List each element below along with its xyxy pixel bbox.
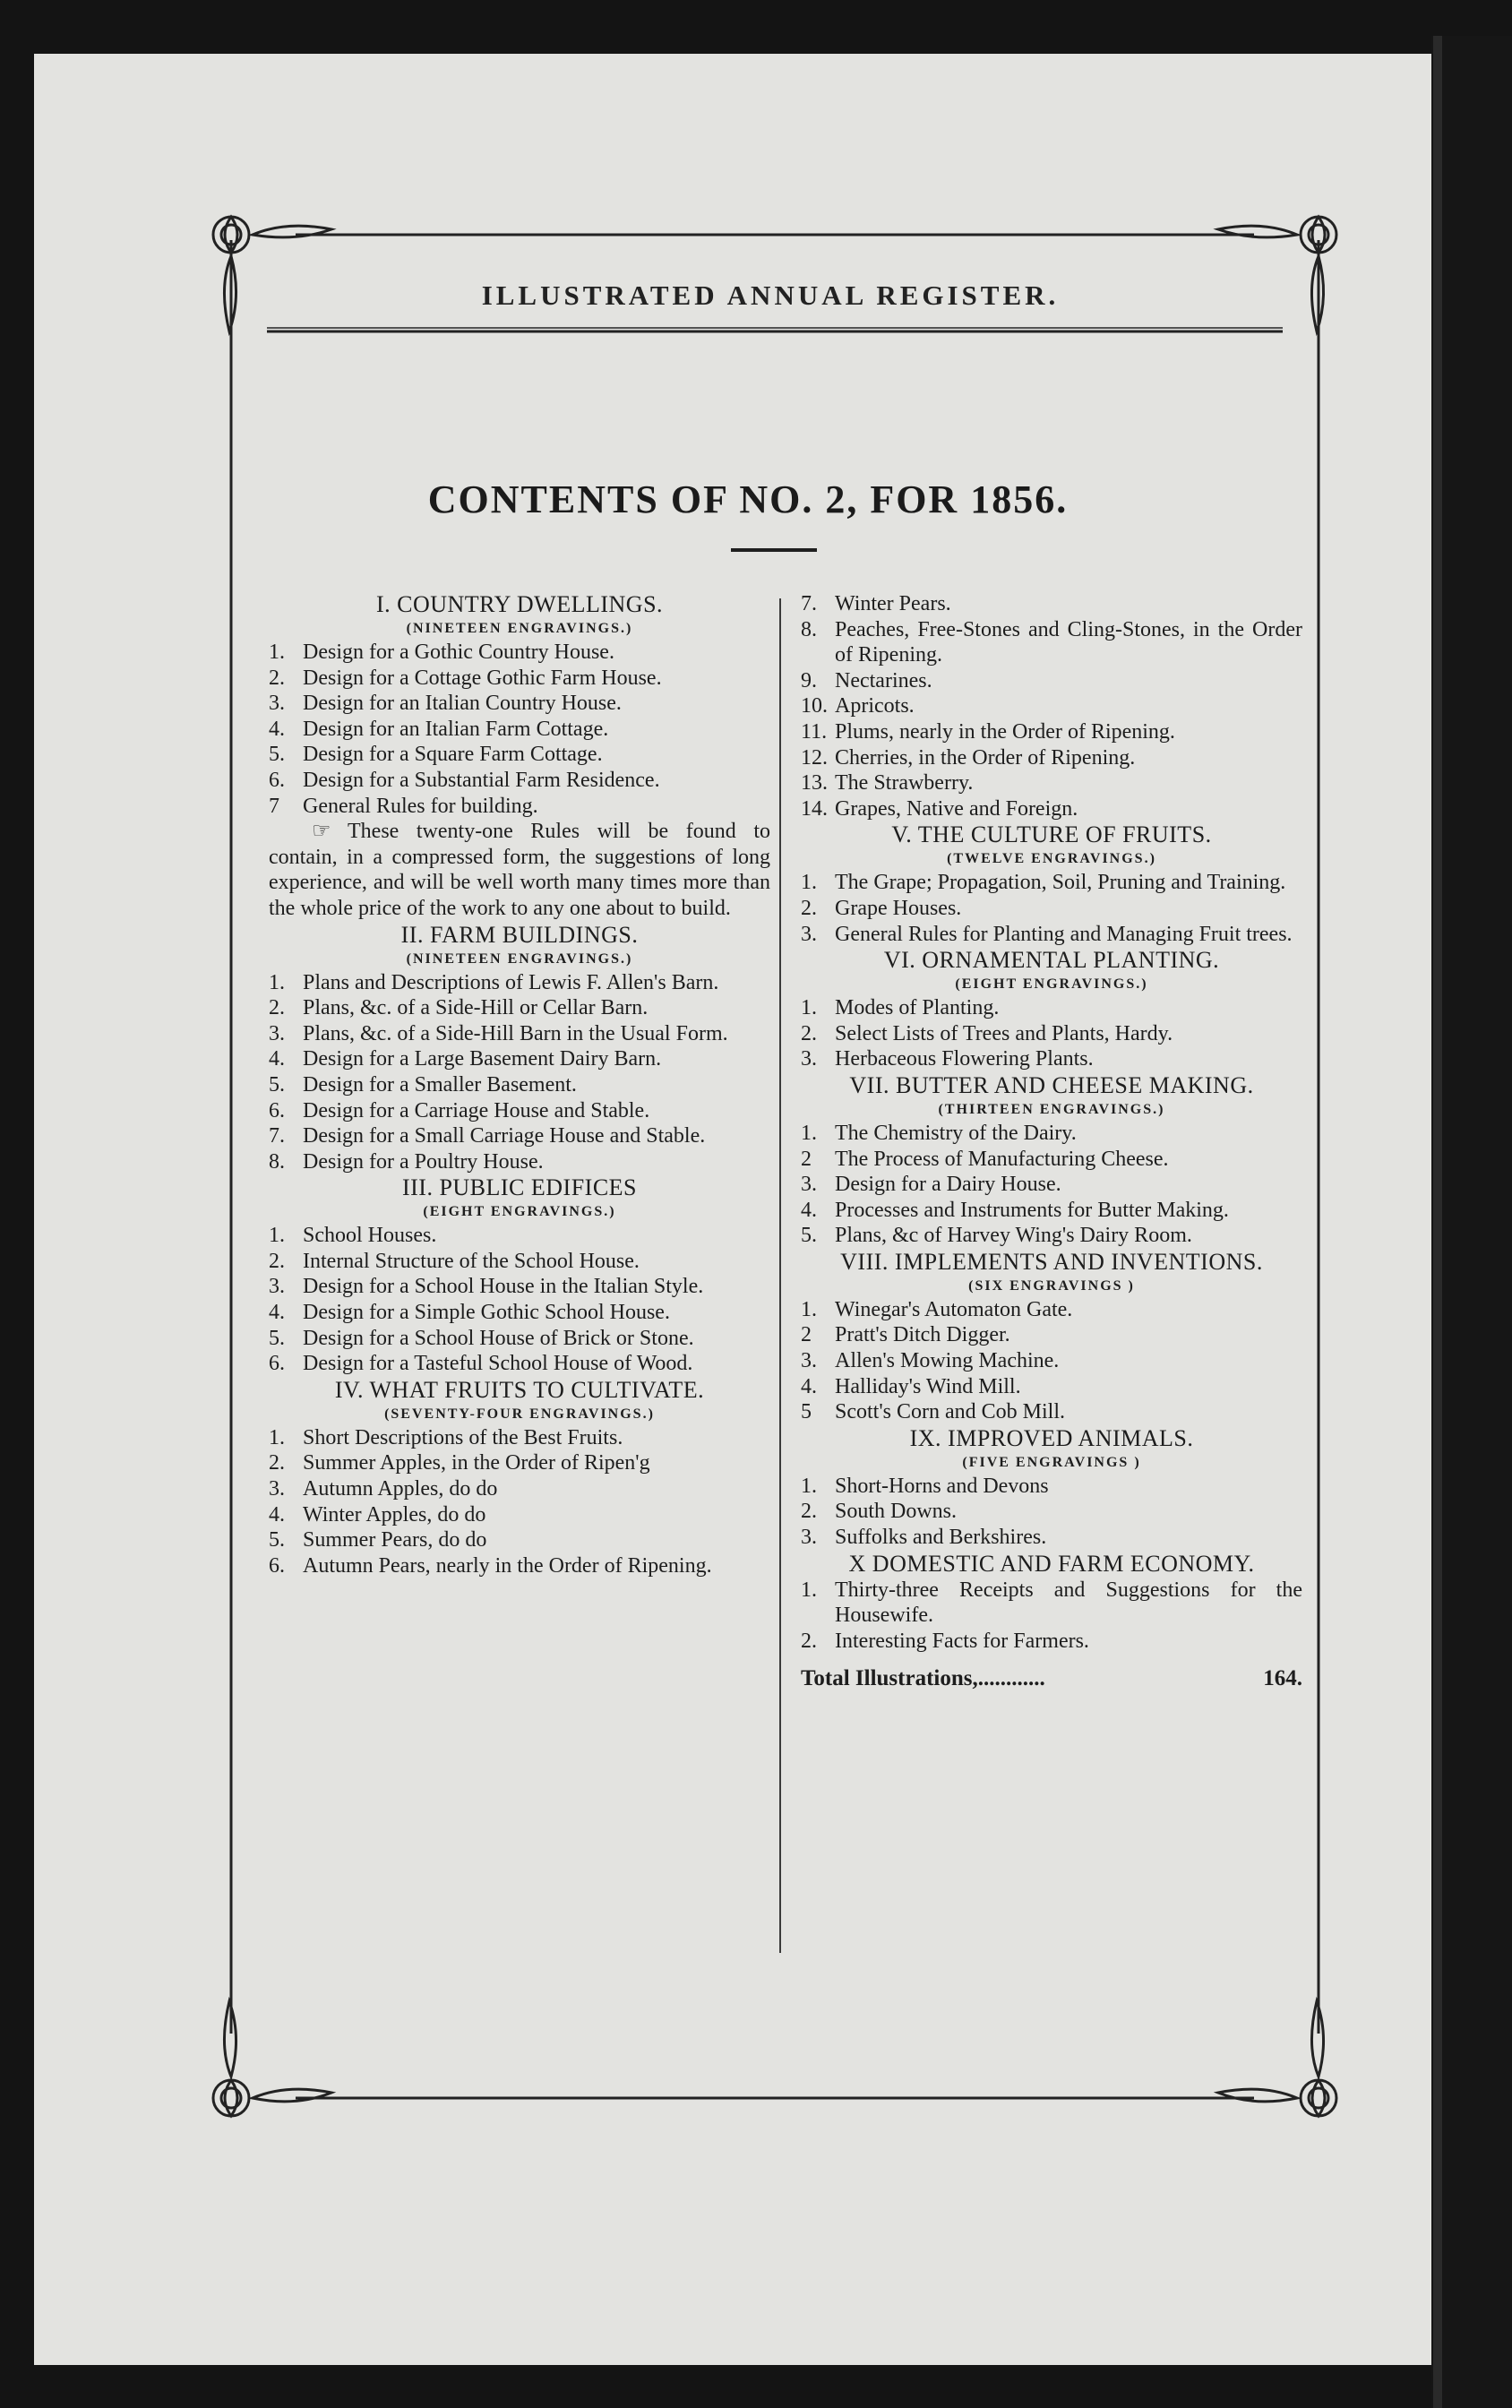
list-item: 5. Summer Pears, do do bbox=[269, 1528, 487, 1552]
total-label: Total Illustrations,............ bbox=[801, 1666, 1045, 1691]
list-item: 3. General Rules for Planting and Managing Fruit trees. bbox=[801, 922, 1293, 946]
section-subheading: (EIGHT ENGRAVINGS.) bbox=[955, 976, 1148, 993]
list-item: 3. Design for a School House in the Italian Style. bbox=[269, 1275, 704, 1299]
list-item: 5. Design for a Smaller Basement. bbox=[269, 1072, 577, 1096]
section-heading: IV. WHAT FRUITS TO CULTIVATE. bbox=[334, 1376, 705, 1403]
list-item: 2. Select Lists of Trees and Plants, Hardy. bbox=[801, 1021, 1173, 1045]
list-item: 5. Design for a School House of Brick or Stone. bbox=[269, 1326, 694, 1350]
page-title: CONTENTS OF NO. 2, FOR 1856. bbox=[427, 477, 1069, 521]
list-item: 1. Short Descriptions of the Best Fruits. bbox=[269, 1425, 623, 1449]
list-item: 6. Design for a Tasteful School House of Wood. bbox=[269, 1352, 693, 1376]
list-item: 4. Design for a Simple Gothic School House. bbox=[269, 1301, 670, 1325]
section-subheading: (NINETEEN ENGRAVINGS.) bbox=[406, 621, 633, 636]
list-item: 7. Design for a Small Carriage House and Stable. bbox=[269, 1124, 706, 1148]
left-column bbox=[269, 591, 770, 1578]
section-heading: III. PUBLIC EDIFICES bbox=[401, 1174, 638, 1201]
list-item: 14. Grapes, Native and Foreign. bbox=[801, 796, 1078, 821]
list-item: 3. Plans, &c. of a Side-Hill Barn in the Usual Form. bbox=[269, 1021, 728, 1045]
list-item: 13. The Strawberry. bbox=[801, 771, 974, 796]
list-item: 7 General Rules for building. bbox=[269, 794, 538, 818]
list-item: 10. Apricots. bbox=[801, 694, 915, 718]
list-item: 7. Winter Pears. bbox=[801, 592, 951, 615]
list-item: 6. Design for a Substantial Farm Residence. bbox=[269, 768, 660, 792]
list-item: 1. The Grape; Propagation, Soil, Pruning and Training. bbox=[801, 871, 1286, 895]
list-item: 1. Modes of Planting. bbox=[801, 996, 1000, 1020]
section-heading: VIII. IMPLEMENTS AND INVENTIONS. bbox=[840, 1248, 1263, 1275]
list-item: 1. Winegar's Automaton Gate. bbox=[801, 1297, 1073, 1321]
running-head: ILLUSTRATED ANNUAL REGISTER. bbox=[481, 280, 1060, 311]
section-heading: VII. BUTTER AND CHEESE MAKING. bbox=[849, 1071, 1254, 1098]
list-item: 2. Interesting Facts for Farmers. bbox=[801, 1629, 1089, 1653]
list-item: 9. Nectarines. bbox=[801, 668, 932, 692]
section-heading: I. COUNTRY DWELLINGS. bbox=[375, 591, 664, 617]
section-subheading: (NINETEEN ENGRAVINGS.) bbox=[406, 950, 633, 967]
list-item: 2. Plans, &c. of a Side-Hill or Cellar Barn. bbox=[269, 996, 649, 1020]
pointing-hand-icon: ☞ bbox=[312, 820, 331, 844]
note-paragraph: ☞ These twenty-one Rules will be found to contain, in a compressed form, the suggestions of long experience, and will be well worth many times more than the whole price of the work to any one about to build. bbox=[269, 820, 770, 920]
list-item: 2. South Downs. bbox=[801, 1500, 958, 1524]
list-item: 5 Scott's Corn and Cob Mill. bbox=[801, 1400, 1066, 1424]
list-item: 3. Design for an Italian Country House. bbox=[269, 692, 622, 716]
list-item: 11. Plums, nearly in the Order of Ripening. bbox=[801, 719, 1175, 744]
section-subheading: (TWELVE ENGRAVINGS.) bbox=[947, 851, 1156, 867]
list-item: 4. Halliday's Wind Mill. bbox=[801, 1374, 1021, 1398]
list-item: 1. The Chemistry of the Dairy. bbox=[801, 1121, 1077, 1145]
column-divider bbox=[779, 598, 781, 1953]
list-item: 4. Processes and Instruments for Butter Making. bbox=[801, 1198, 1229, 1222]
list-item: 4. Winter Apples, do do bbox=[269, 1502, 486, 1526]
title-rule bbox=[731, 548, 817, 552]
total-value: 164. bbox=[1263, 1666, 1302, 1691]
total-illustrations bbox=[801, 1666, 1302, 1692]
section-heading: X DOMESTIC AND FARM ECONOMY. bbox=[848, 1550, 1255, 1577]
list-item: 1. Thirty-three Receipts and Suggestions for the Housewife. bbox=[801, 1578, 1302, 1628]
section-subheading: (THIRTEEN ENGRAVINGS.) bbox=[938, 1101, 1165, 1117]
section-subheading: (FIVE ENGRAVINGS ) bbox=[962, 1454, 1141, 1470]
list-item: 5. Plans, &c of Harvey Wing's Dairy Room. bbox=[801, 1224, 1192, 1248]
section-heading: VI. ORNAMENTAL PLANTING. bbox=[883, 947, 1220, 974]
list-item: 1. Plans and Descriptions of Lewis F. Allen's Barn. bbox=[269, 970, 719, 994]
section-subheading: (SEVENTY-FOUR ENGRAVINGS.) bbox=[384, 1406, 655, 1422]
section-subheading: (EIGHT ENGRAVINGS.) bbox=[423, 1204, 616, 1220]
list-item: 1. Design for a Gothic Country House. bbox=[269, 641, 614, 664]
list-item: 2 The Process of Manufacturing Cheese. bbox=[801, 1147, 1169, 1171]
list-item: 2. Grape Houses. bbox=[801, 896, 962, 920]
list-item: 6. Design for a Carriage House and Stable. bbox=[269, 1098, 650, 1122]
list-item: 1. School Houses. bbox=[269, 1224, 437, 1248]
list-item: 5. Design for a Square Farm Cottage. bbox=[269, 743, 603, 767]
section-heading: V. THE CULTURE OF FRUITS. bbox=[891, 821, 1212, 848]
section-heading: IX. IMPROVED ANIMALS. bbox=[909, 1424, 1194, 1451]
list-item: 3. Autumn Apples, do do bbox=[269, 1477, 498, 1501]
list-item: 8. Peaches, Free-Stones and Cling-Stones, in the Order of Ripening. bbox=[801, 617, 1302, 667]
list-item: 4. Design for a Large Basement Dairy Barn. bbox=[269, 1047, 662, 1071]
list-item: 3. Allen's Mowing Machine. bbox=[801, 1349, 1060, 1373]
list-item: 2. Internal Structure of the School House. bbox=[269, 1249, 640, 1273]
list-item: 3. Design for a Dairy House. bbox=[801, 1173, 1061, 1197]
list-item: 3. Herbaceous Flowering Plants. bbox=[801, 1047, 1094, 1071]
list-item: 12. Cherries, in the Order of Ripening. bbox=[801, 745, 1136, 770]
section-subheading: (SIX ENGRAVINGS ) bbox=[968, 1277, 1135, 1294]
list-item: 8. Design for a Poultry House. bbox=[269, 1149, 544, 1174]
right-column bbox=[801, 591, 1302, 1692]
list-item: 6. Autumn Pears, nearly in the Order of Ripening. bbox=[269, 1553, 712, 1578]
list-item: 1. Short-Horns and Devons bbox=[801, 1474, 1049, 1498]
section-heading: II. FARM BUILDINGS. bbox=[400, 921, 639, 948]
list-item: 2. Summer Apples, in the Order of Ripen'g bbox=[269, 1451, 650, 1475]
list-item: 3. Suffolks and Berkshires. bbox=[801, 1526, 1047, 1550]
list-item: 2 Pratt's Ditch Digger. bbox=[801, 1323, 1010, 1347]
list-item: 4. Design for an Italian Farm Cottage. bbox=[269, 717, 609, 741]
list-item: 2. Design for a Cottage Gothic Farm House. bbox=[269, 666, 662, 690]
